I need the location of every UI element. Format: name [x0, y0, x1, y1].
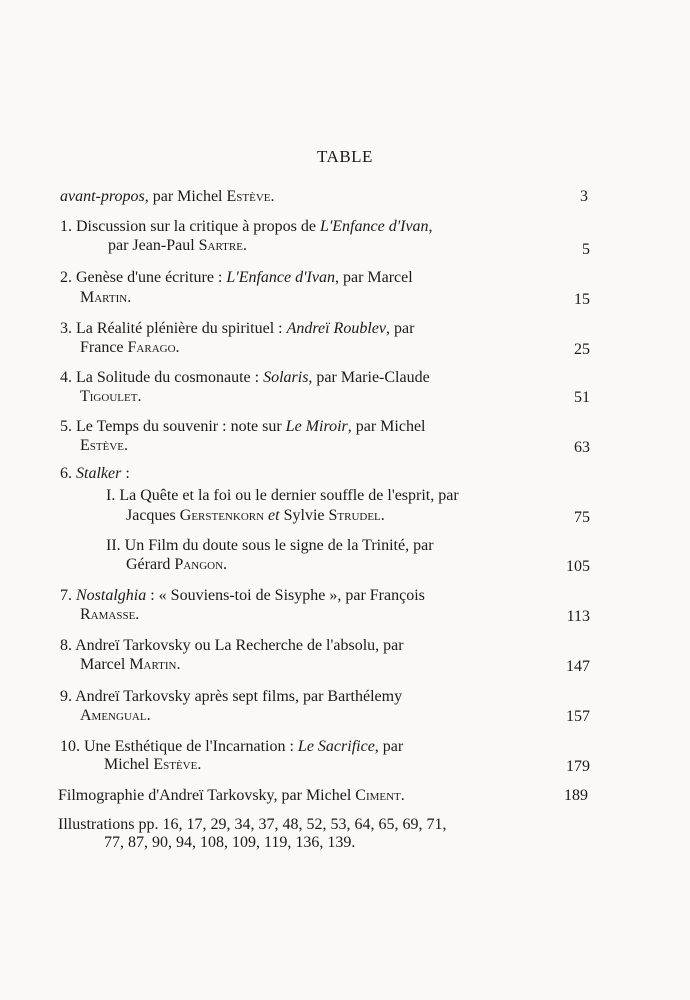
toc-entry-line: 2. Genèse d'une écriture : L'Enfance d'Ivan, par Marcel — [60, 269, 413, 286]
toc-entry-line: Martin. — [80, 289, 132, 306]
toc-page-number: 157 — [566, 708, 590, 725]
toc-entry-line: I. La Quête et la foi ou le dernier souffle de l'esprit, par — [106, 487, 459, 504]
toc-page-number: 75 — [574, 509, 590, 526]
toc-entry-line: avant-propos, par Michel Estève. — [60, 188, 275, 205]
toc-page-number: 5 — [582, 241, 590, 258]
toc-entry-line: 7. Nostalghia : « Souviens-toi de Sisyphe », par François — [60, 587, 425, 604]
toc-entry-line: 3. La Réalité plénière du spirituel : Andreï Roublev, par — [60, 320, 415, 337]
toc-page-number: 51 — [574, 389, 590, 406]
toc-entry-line: Marcel Martin. — [80, 656, 181, 673]
toc-entry-line: Amengual. — [80, 707, 151, 724]
toc-page-number: 113 — [566, 608, 590, 625]
toc-entry-line: 1. Discussion sur la critique à propos de L'Enfance d'Ivan, — [60, 218, 433, 235]
toc-entry-line: 4. La Solitude du cosmonaute : Solaris, par Marie-Claude — [60, 369, 430, 386]
toc-entry-line: France Farago. — [80, 339, 180, 356]
toc-entry-line: Jacques Gerstenkorn et Sylvie Strudel. — [126, 507, 385, 524]
toc-page-number: 3 — [580, 188, 588, 205]
toc-page-number: 179 — [566, 758, 590, 775]
toc-entry-line: II. Un Film du doute sous le signe de la Trinité, par — [106, 537, 434, 554]
toc-entry-line: Filmographie d'Andreï Tarkovsky, par Michel Ciment. — [58, 787, 405, 804]
toc-page-number: 25 — [574, 341, 590, 358]
toc-entry-line: Michel Estève. — [104, 756, 202, 773]
toc-entry-line: Gérard Pangon. — [126, 556, 228, 573]
toc-entry-line: par Jean-Paul Sartre. — [108, 237, 247, 254]
toc-entry-line: 5. Le Temps du souvenir : note sur Le Miroir, par Michel — [60, 418, 426, 435]
toc-page-number: 15 — [574, 291, 590, 308]
toc-entry-line: Ramasse. — [80, 606, 140, 623]
toc-entry-line: Illustrations pp. 16, 17, 29, 34, 37, 48, 52, 53, 64, 65, 69, 71, — [58, 816, 447, 833]
toc-entry-line: 10. Une Esthétique de l'Incarnation : Le Sacrifice, par — [60, 738, 404, 755]
toc-entry-line: 77, 87, 90, 94, 108, 109, 119, 136, 139. — [104, 834, 356, 851]
toc-entry-line: Tigoulet. — [80, 388, 142, 405]
toc-page-number: 105 — [566, 558, 590, 575]
toc-page-number: 147 — [566, 658, 590, 675]
toc-entry-line: Estève. — [80, 437, 128, 454]
toc-page-number: 63 — [574, 439, 590, 456]
toc-entry-line: 9. Andreï Tarkovsky après sept films, par Barthélemy — [60, 688, 403, 705]
toc-entry-line: 6. Stalker : — [60, 465, 130, 482]
toc-entry-line: 8. Andreï Tarkovsky ou La Recherche de l'absolu, par — [60, 637, 404, 654]
toc-page-number: 189 — [564, 787, 588, 804]
page-title: TABLE — [317, 147, 373, 166]
